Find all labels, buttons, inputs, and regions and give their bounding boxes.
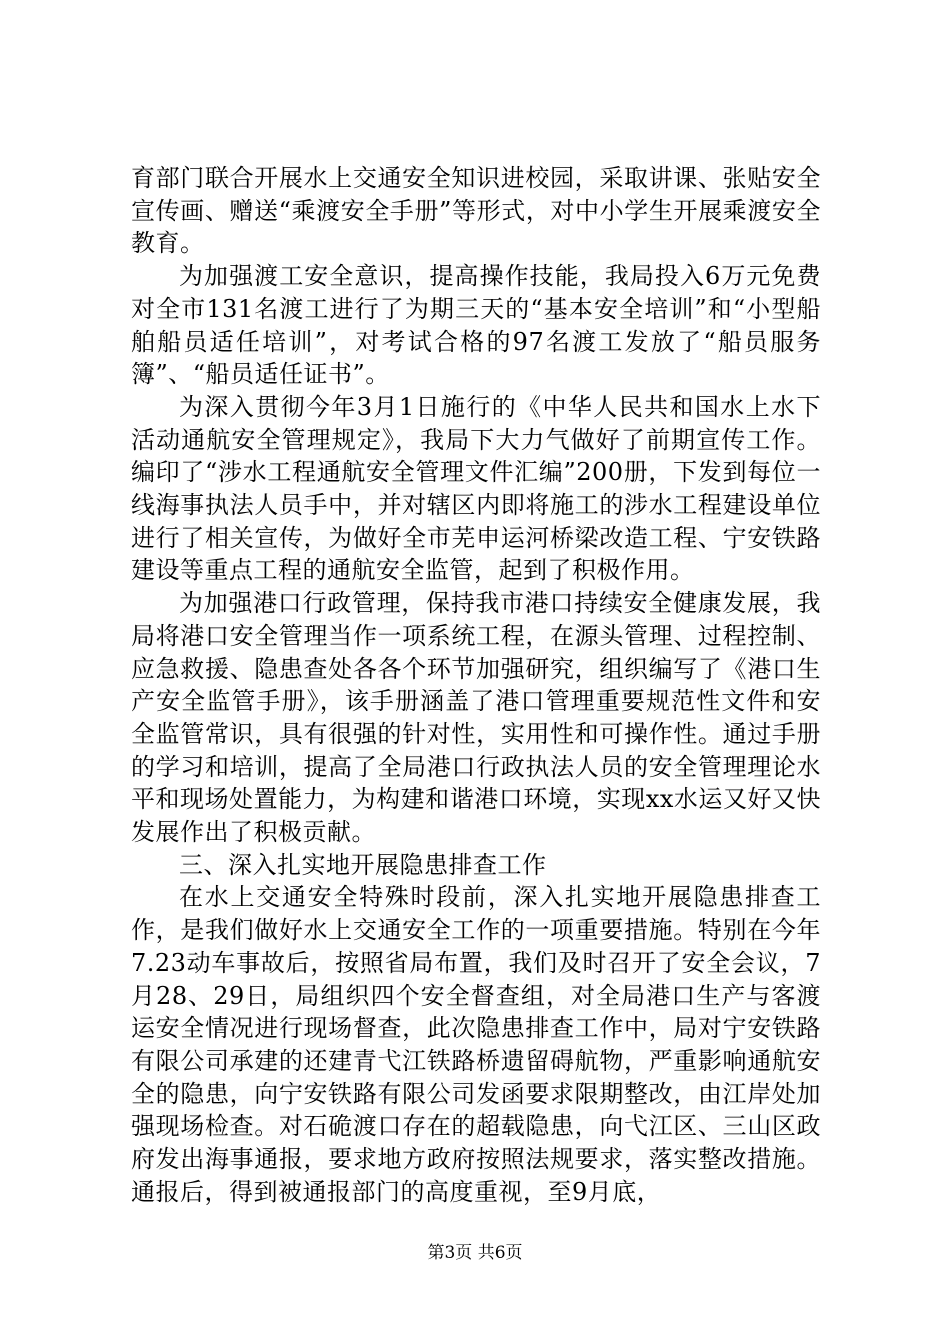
paragraph-3: 为深入贯彻今年3月1日施行的《中华人民共和国水上水下活动通航安全管理规定》，我局下大力气做好了前期宣传工作。编印了“涉水工程通航安全管理文件汇编”200册，下发到每位一线海事执法人员手中，并对辖区内即将施工的涉水工程建设单位进行了相关宣传，为做好全市芜申运河桥梁改造工程、宁安铁路建设等重点工程的通航安全监管，起到了积极作用。 <box>131 392 821 585</box>
document-body <box>131 162 821 1209</box>
paragraph-4: 为加强港口行政管理，保持我市港口持续安全健康发展，我局将港口安全管理当作一项系统工程，在源头管理、过程控制、应急救援、隐患查处各各个环节加强研究，组织编写了《港口生产安全监管手册》，该手册涵盖了港口管理重要规范性文件和安全监管常识，具有很强的针对性，实用性和可操作性。通过手册的学习和培训，提高了全局港口行政执法人员的安全管理理论水平和现场处置能力，为构建和谐港口环境，实现xx水运又好又快发展作出了积极贡献。 <box>131 589 821 847</box>
paragraph-1: 育部门联合开展水上交通安全知识进校园，采取讲课、张贴安全宣传画、赠送“乘渡安全手册”等形式，对中小学生开展乘渡安全教育。 <box>131 164 821 258</box>
section-heading: 三、深入扎实地开展隐患排查工作 <box>179 850 547 879</box>
paragraph-5: 在水上交通安全特殊时段前，深入扎实地开展隐患排查工作，是我们做好水上交通安全工作的一项重要措施。特别在今年7.23动车事故后，按照省局布置，我们及时召开了安全会议，7月28、29日，局组织四个安全督查组，对全局港口生产与客渡运安全情况进行现场督查，此次隐患排查工作中，局对宁安铁路有限公司承建的还建青弋江铁路桥遗留碍航物，严重影响通航安全的隐患，向宁安铁路有限公司发函要求限期整改，由江岸处加强现场检查。对石硊渡口存在的超载隐患，向弋江区、三山区政府发出海事通报，要求地方政府按照法规要求，落实整改措施。通报后，得到被通报部门的高度重视，至9月底， <box>131 883 821 1206</box>
paragraph-2: 为加强渡工安全意识，提高操作技能，我局投入6万元免费对全市131名渡工进行了为期三天的“基本安全培训”和“小型船舶船员适任培训”，对考试合格的97名渡工发放了“船员服务簿”、“船员适任证书”。 <box>131 262 821 389</box>
page-footer: 第3页 共6页 <box>427 1243 523 1263</box>
